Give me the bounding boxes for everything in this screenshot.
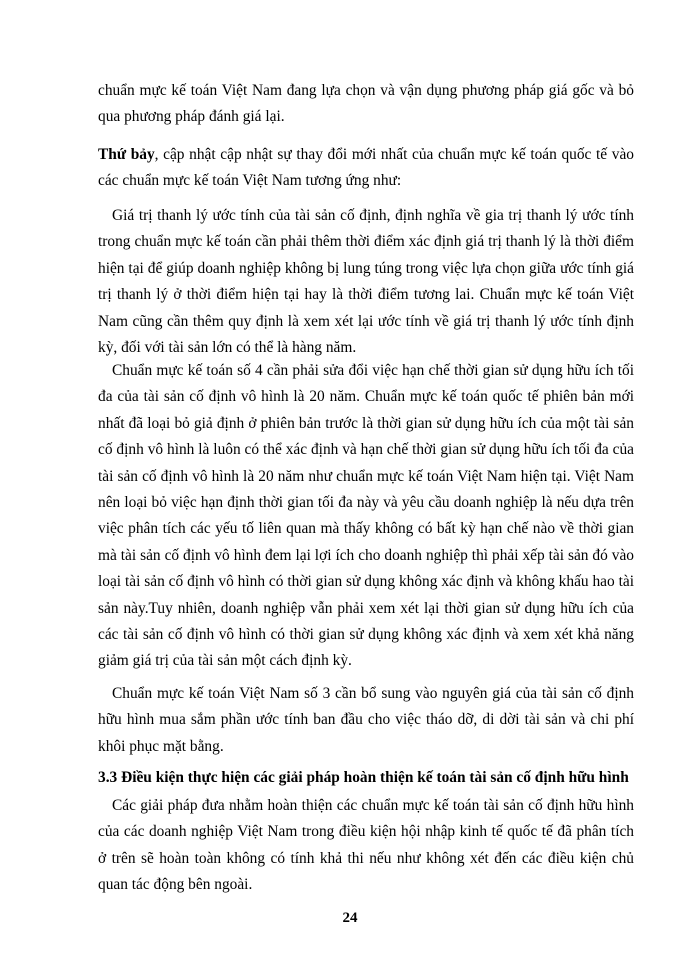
paragraph-5-text: Chuẩn mực kế toán Việt Nam số 3 cần bổ sung vào nguyên giá của tài sản cố định hữu hình mua sắm phần ước tính ban đầu cho việc tháo dỡ, di dời tài sản và chi phí khôi phục mặt bằng. (98, 685, 634, 755)
paragraph-6 (98, 793, 634, 899)
paragraph-1 (98, 78, 634, 131)
paragraph-4-text: Chuẩn mực kế toán số 4 cần phải sửa đổi việc hạn chế thời gian sử dụng hữu ích tối đa của tài sản cố định vô hình là 20 năm. Chuẩn mực kế toán quốc tế phiên bản mới nhất đã loại bỏ giả định ở phiên bản trước là thời gian sử dụng hữu ích của một tài sản cố định vô hình là luôn có thể xác định và hạn chế thời gian sử dụng hữu ích tối đa của tài sản cố định vô hình là 20 năm như chuẩn mực kế toán Việt Nam hiện tại. Việt Nam nên loại bỏ việc hạn định thời gian tối đa này và yêu cầu doanh nghiệp là nếu dựa trên việc phân tích các yếu tố liên quan mà thấy không có bất kỳ hạn chế nào về thời gian mà tài sản cố định vô hình đem lại lợi ích cho doanh nghiệp thì phải xếp tài sản đó vào loại tài sản cố định vô hình có thời gian sử dụng không xác định và không khấu hao tài sản này.Tuy nhiên, doanh nghiệp vẫn phải xem xét lại thời gian sử dụng hữu ích của các tài sản cố định vô hình có thời gian sử dụng không xác định và xem xét khả năng giảm giá trị của tài sản một cách định kỳ. (98, 362, 634, 670)
section-heading: 3.3 Điều kiện thực hiện các giải pháp hoàn thiện kế toán tài sản cố định hữu hình (98, 769, 629, 786)
paragraph-5 (98, 681, 634, 760)
paragraph-2 (98, 142, 634, 195)
paragraph-3-text: Giá trị thanh lý ước tính của tài sản cố định, định nghĩa về gia trị thanh lý ước tính trong chuẩn mực kế toán cần phải thêm thời điểm xác định giá trị thanh lý là thời điểm hiện tại để giúp doanh nghiệp không bị lung túng trong việc lựa chọn giữa ước tính giá trị thanh lý ở thời điểm hiện tại hay là thời điểm tương lai. Chuẩn mực kế toán Việt Nam cũng cần thêm quy định là xem xét lại ước tính về giá trị thanh lý ước tính định kỳ, đối với tài sản lớn có thể là hàng năm. (98, 207, 634, 357)
page-number: 24 (342, 910, 358, 926)
paragraph-3 (98, 203, 634, 361)
paragraph-4 (98, 358, 634, 675)
paragraph-2-lead: Thứ bảy (98, 146, 155, 163)
paragraph-2-text: , cập nhật cập nhật sự thay đổi mới nhất của chuẩn mực kế toán quốc tế vào các chuẩn mực kế toán Việt Nam tương ứng như: (98, 146, 634, 190)
paragraph-1-text: chuẩn mực kế toán Việt Nam đang lựa chọn và vận dụng phương pháp giá gốc và bỏ qua phương pháp đánh giá lại. (98, 82, 634, 126)
paragraph-6-text: Các giải pháp đưa nhằm hoàn thiện các chuẩn mực kế toán tài sản cố định hữu hình của các doanh nghiệp Việt Nam trong điều kiện hội nhập kinh tế quốc tế đã phân tích ở trên sẽ hoàn toàn không có tính khả thi nếu như không xét đến các điều kiện chủ quan tác động bên ngoài. (98, 797, 634, 894)
